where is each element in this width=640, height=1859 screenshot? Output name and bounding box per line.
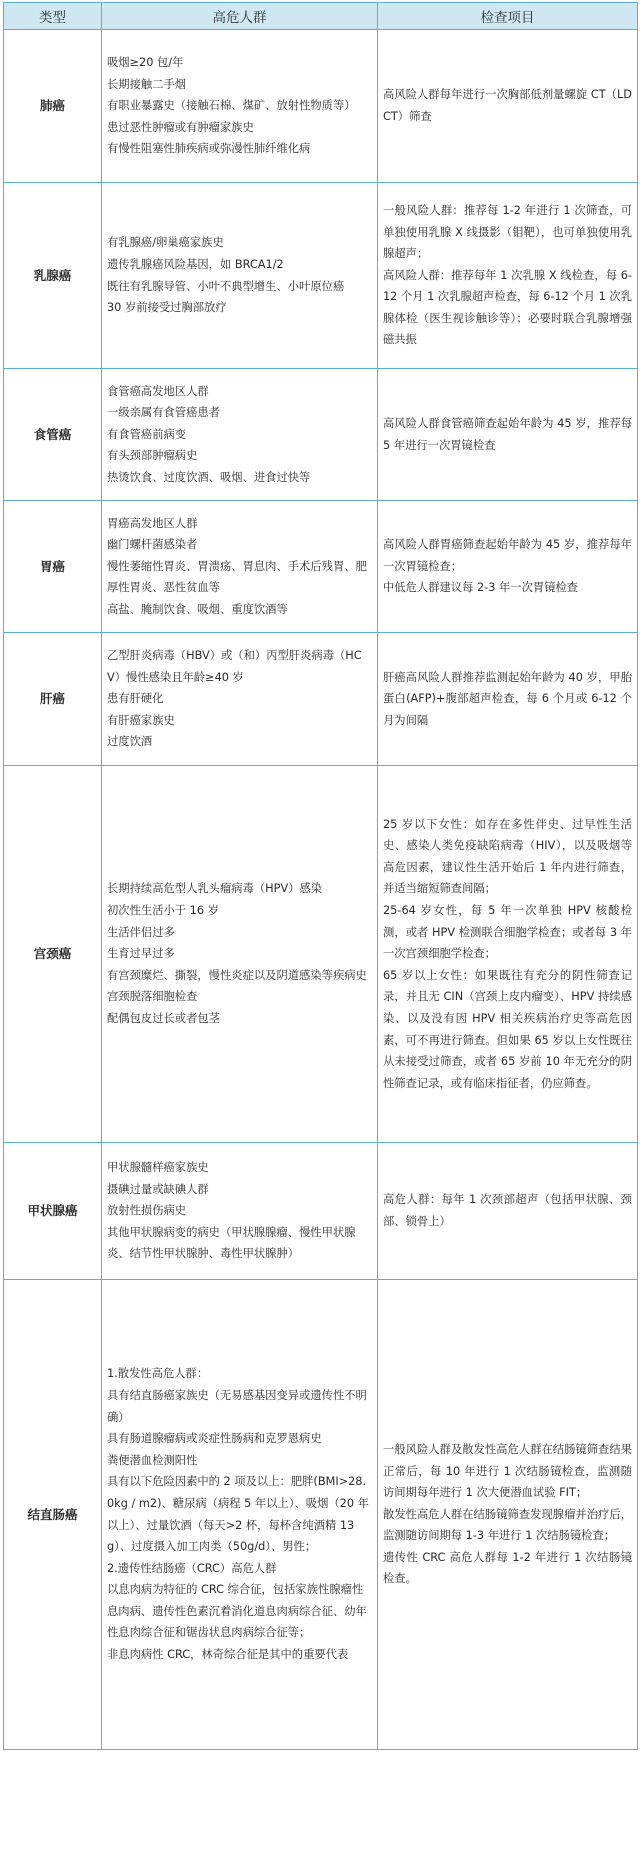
risk-item: 有宫颈糜烂、撕裂，慢性炎症以及阴道感染等疾病史: [107, 968, 367, 982]
risk-item: 有食管癌前病变: [107, 427, 187, 441]
risk-group-cell: [102, 1280, 378, 1750]
table-row-liver-cancer: [4, 633, 638, 766]
risk-group-cell: [102, 369, 378, 501]
screening-item: 25-64 岁女性，每 5 年一次单独 HPV 核酸检测，或者 HPV 检测联合细胞学检查；或者每 3 年一次宫颈细胞学检查；: [383, 904, 632, 961]
cancer-type: 宫颈癌: [4, 766, 102, 1143]
risk-item: 其他甲状腺病变的病史（甲状腺腺瘤、慢性甲状腺炎、结节性甲状腺肿、毒性甲状腺肿）: [107, 1225, 356, 1261]
risk-group-cell: [102, 766, 378, 1143]
risk-item: 高盐、腌制饮食、吸烟、重度饮酒等: [107, 602, 288, 616]
risk-group-cell: [102, 183, 378, 369]
risk-group-cell: [102, 501, 378, 633]
screening-item: 散发性高危人群在结肠镜筛查发现腺瘤并治疗后，监测随访间期每 1-3 年进行 1 次结肠镜检查；: [383, 1507, 632, 1543]
risk-item: 既往有乳腺导管、小叶不典型增生、小叶原位癌: [107, 279, 345, 293]
risk-item: 乙型肝炎病毒（HBV）或（和）丙型肝炎病毒（HCV）慢性感染且年龄≥40 岁: [107, 649, 362, 684]
risk-item: 一级亲属有食管癌患者: [107, 406, 220, 420]
cancer-screening-table: [3, 2, 638, 1750]
risk-item: 初次性生活小于 16 岁: [107, 904, 219, 918]
risk-item: 甲状腺髓样癌家族史: [107, 1161, 209, 1175]
screening-item: 高风险人群食管癌筛查起始年龄为 45 岁，推荐每 5 年进行一次胃镜检查: [383, 416, 632, 452]
risk-item: 胃癌高发地区人群: [107, 516, 198, 530]
screening-item: 高风险人群胃癌筛查起始年龄为 45 岁，推荐每年一次胃镜检查；: [383, 538, 632, 573]
risk-item: 幽门螺杆菌感染者: [107, 538, 198, 552]
table-row-cervical-cancer: [4, 766, 638, 1143]
screening-item: 65 岁以上女性：如果既往有充分的阴性筛查记录，并且无 CIN（宫颈上皮内瘤变）、HPV 持续感染、以及没有因 HPV 相关疾病治疗史等高危因素，可不再进行筛查。但如果 65 岁以上女性既往从未接受过筛查，或者 65 岁前 10 年无充分的阴性筛查记录，或有临床指征者，仍应筛查。: [383, 968, 632, 1090]
table-row-thyroid-cancer: [4, 1143, 638, 1280]
cancer-type: 甲状腺癌: [4, 1143, 102, 1280]
risk-item: 长期接触二手烟: [107, 77, 187, 91]
screening-item: 一般风险人群及散发性高危人群在结肠镜筛查结果正常后，每 10 年进行 1 次结肠镜检查，监测随访间期每年进行 1 次大便潜血试验 FIT；: [383, 1442, 632, 1500]
table-row-breast-cancer: [4, 183, 638, 369]
cancer-type: 肺癌: [4, 30, 102, 183]
risk-item: 患有肝硬化: [107, 692, 164, 706]
risk-item: 遗传乳腺癌风险基因，如 BRCA1/2: [107, 257, 284, 271]
cancer-type: 结直肠癌: [4, 1280, 102, 1750]
cancer-type: 胃癌: [4, 501, 102, 633]
screening-cell: [378, 30, 638, 183]
risk-item: 有肝癌家族史: [107, 713, 175, 727]
cancer-type: 乳腺癌: [4, 183, 102, 369]
screening-cell: [378, 369, 638, 501]
risk-item: 过度饮酒: [107, 735, 153, 749]
screening-cell: [378, 501, 638, 633]
risk-item: 非息肉病性 CRC，林奇综合征是其中的重要代表: [107, 1648, 349, 1662]
screening-item: 高风险人群：推荐每年 1 次乳腺 X 线检查，每 6-12 个月 1 次乳腺超声检查，每 6-12 个月 1 次乳腺体检（医生视诊触诊等）；必要时联合乳腺增强磁共振: [383, 268, 632, 347]
risk-item: 长期持续高危型人乳头瘤病毒（HPV）感染: [107, 882, 323, 896]
risk-item: 具有结直肠癌家族史（无易感基因变异或遗传性不明确）: [107, 1388, 367, 1424]
risk-item: 以息肉病为特征的 CRC 综合征，包括家族性腺瘤性息肉病、遗传性色素沉着消化道息肉病综合征、幼年性息肉综合征和锯齿状息肉病综合征等；: [107, 1583, 367, 1640]
risk-group-cell: [102, 30, 378, 183]
risk-item: 1.散发性高危人群：: [107, 1367, 209, 1381]
screening-item: 遗传性 CRC 高危人群每 1-2 年进行 1 次结肠镜检查。: [383, 1550, 632, 1586]
risk-item: 热烫饮食、过度饮酒、吸烟、进食过快等: [107, 470, 311, 484]
risk-item: 食管癌高发地区人群: [107, 384, 209, 398]
risk-item: 有头颈部肿瘤病史: [107, 449, 198, 463]
risk-item: 摄碘过量或缺碘人群: [107, 1182, 209, 1196]
screening-cell: [378, 633, 638, 766]
risk-item: 慢性萎缩性胃炎、胃溃疡、胃息肉、手术后残胃、肥厚性胃炎、恶性贫血等: [107, 559, 367, 595]
screening-cell: [378, 183, 638, 369]
header-row: [4, 3, 638, 30]
risk-item: 有职业暴露史（接触石棉、煤矿、放射性物质等）: [107, 99, 356, 113]
table-row-gastric-cancer: [4, 501, 638, 633]
table-row-esophageal-cancer: [4, 369, 638, 501]
header-high-risk-group: 高危人群: [102, 3, 378, 30]
risk-item: 有乳腺癌/卵巢癌家族史: [107, 236, 224, 250]
cancer-type: 食管癌: [4, 369, 102, 501]
screening-item: 一般风险人群：推荐每 1-2 年进行 1 次筛查，可单独使用乳腺 X 线摄影（钼靶），也可单独使用乳腺超声；: [383, 203, 632, 261]
risk-group-cell: [102, 1143, 378, 1280]
risk-item: 放射性损伤病史: [107, 1204, 187, 1218]
risk-item: 具有肠道腺瘤病或炎症性肠病和克罗恩病史: [107, 1432, 322, 1446]
risk-item: 吸烟≥20 包/年: [107, 56, 184, 70]
risk-item: 2.遗传性结肠癌（CRC）高危人群: [107, 1561, 277, 1575]
table-row-lung-cancer: [4, 30, 638, 183]
screening-item: 25 岁以下女性：如存在多性伴史、过早性生活史、感染人类免疫缺陷病毒（HIV），以及吸烟等高危因素，建议性生活开始后 1 年内进行筛查，并适当缩短筛查间隔；: [383, 817, 632, 896]
risk-item: 患过恶性肿瘤或有肿瘤家族史: [107, 120, 254, 134]
risk-item: 生活伴侣过多: [107, 925, 175, 939]
screening-item: 肝癌高风险人群推荐监测起始年龄为 40 岁，甲胎蛋白(AFP)+腹部超声检查，每 6 个月或 6-12 个月为间隔: [383, 670, 632, 727]
risk-item: 配偶包皮过长或者包茎: [107, 1011, 220, 1025]
screening-cell: [378, 766, 638, 1143]
table-row-colorectal-cancer: [4, 1280, 638, 1750]
risk-item: 生育过早过多: [107, 947, 175, 961]
screening-item: 高风险人群每年进行一次胸部低剂量螺旋 CT（LDCT）筛查: [383, 88, 632, 123]
screening-item: 高危人群：每年 1 次颈部超声（包括甲状腺、颈部、锁骨上）: [383, 1193, 632, 1228]
risk-item: 30 岁前接受过胸部放疗: [107, 301, 227, 315]
screening-cell: [378, 1143, 638, 1280]
screening-item: 中低危人群建议每 2-3 年一次胃镜检查: [383, 581, 579, 595]
risk-item: 具有以下危险因素中的 2 项及以上：肥胖(BMI>28.0kg / m2)、糖尿病（病程 5 年以上）、吸烟（20 年以上）、过量饮酒（每天>2 杯，每杯含纯酒精 13g）、过度摄入加工肉类（50g/d）、男性；: [107, 1475, 369, 1554]
risk-item: 有慢性阻塞性肺疾病或弥漫性肺纤维化病: [107, 142, 311, 156]
risk-item: 宫颈脱落细胞检查: [107, 990, 198, 1004]
risk-group-cell: [102, 633, 378, 766]
screening-cell: [378, 1280, 638, 1750]
cancer-type: 肝癌: [4, 633, 102, 766]
header-screening-items: 检查项目: [378, 3, 638, 30]
header-type: 类型: [4, 3, 102, 30]
risk-item: 粪便潜血检测阳性: [107, 1453, 198, 1467]
